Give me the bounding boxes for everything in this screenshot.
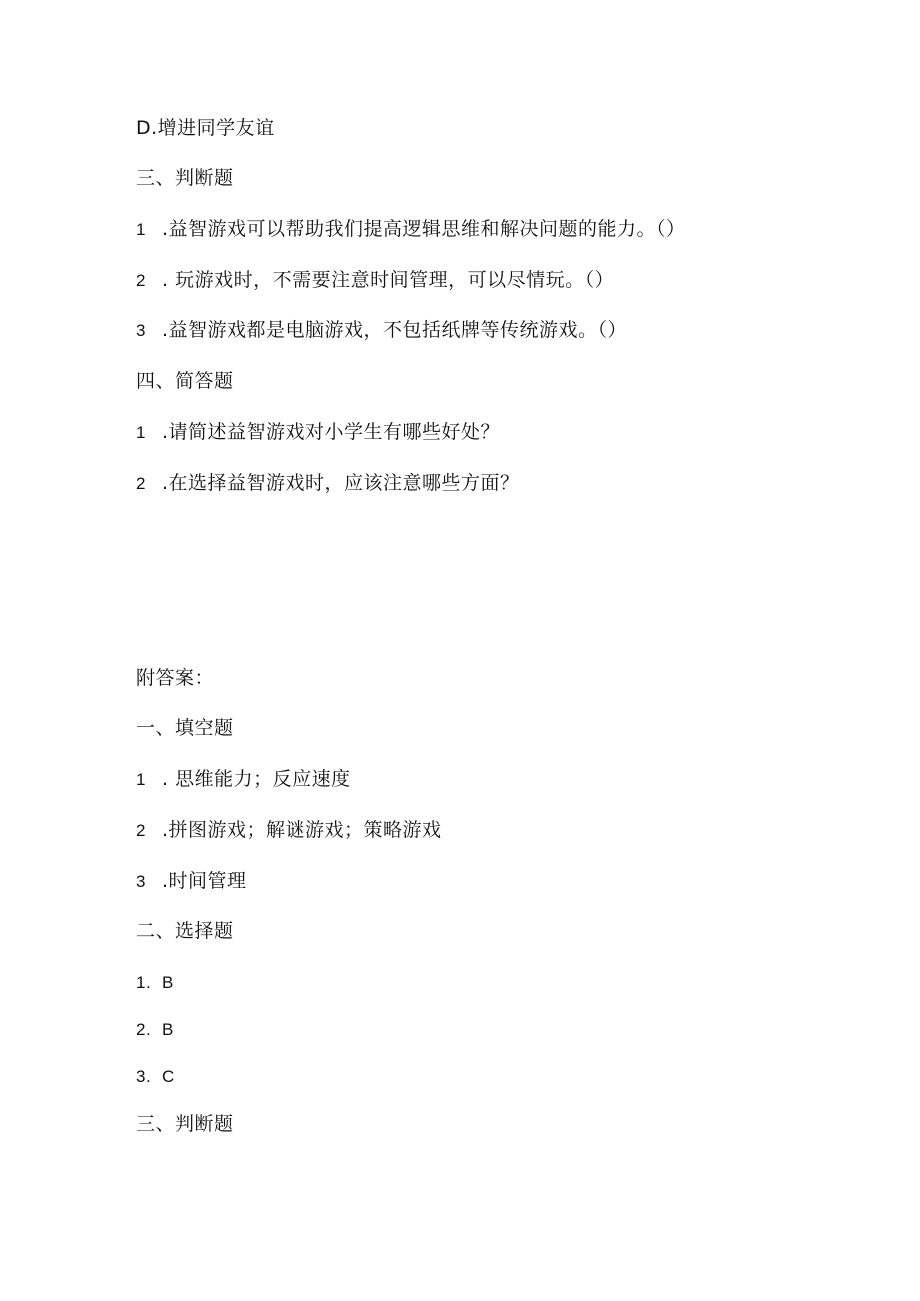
item-number: 3. — [136, 1067, 152, 1086]
item-text: .益智游戏都是电脑游戏，不包括纸牌等传统游戏。（） — [162, 319, 628, 341]
item-number: 1. — [136, 973, 152, 992]
item-text: .益智游戏可以帮助我们提高逻辑思维和解决问题的能力。（） — [162, 218, 686, 240]
judge-item-2 — [136, 268, 614, 293]
item-text: .时间管理 — [162, 870, 247, 892]
short-answer-item-1 — [136, 420, 500, 445]
judge-item-3 — [136, 318, 627, 343]
short-answer-item-2 — [136, 471, 520, 496]
item-number: 2. — [136, 1020, 152, 1039]
item-text: .拼图游戏；解谜游戏；策略游戏 — [162, 819, 442, 841]
choice-answer-3 — [136, 1064, 175, 1089]
fill-blank-answer-1 — [136, 767, 351, 792]
item-number: 3 — [136, 321, 146, 340]
short-answer-heading: 四、简答题 — [136, 370, 234, 392]
judge-section-heading: 三、判断题 — [136, 167, 234, 189]
fill-blank-answer-3 — [136, 869, 247, 894]
item-number: 2 — [136, 474, 146, 493]
item-number: 1 — [136, 770, 146, 789]
answers-judge-heading: 三、判断题 — [136, 1113, 234, 1135]
judge-item-1 — [136, 217, 686, 242]
item-number: 2 — [136, 821, 146, 840]
choice-answer-1 — [136, 970, 174, 995]
answers-heading: 附答案： — [136, 667, 215, 689]
choice-answer-2 — [136, 1017, 174, 1042]
item-text: B — [162, 973, 174, 992]
choice-heading: 二、选择题 — [136, 920, 234, 942]
item-number: 2 — [136, 271, 146, 290]
item-text: .请简述益智游戏对小学生有哪些好处？ — [162, 421, 501, 443]
item-text: . 玩游戏时，不需要注意时间管理，可以尽情玩。（） — [162, 269, 615, 291]
item-text: C — [162, 1067, 175, 1086]
item-text: .在选择益智游戏时，应该注意哪些方面？ — [162, 472, 520, 494]
item-number: 1 — [136, 423, 146, 442]
option-d: D.增进同学友谊 — [136, 117, 275, 139]
fill-blank-heading: 一、填空题 — [136, 717, 234, 739]
fill-blank-answer-2 — [136, 818, 442, 843]
item-number: 1 — [136, 220, 146, 239]
item-number: 3 — [136, 872, 146, 891]
item-text: B — [162, 1020, 174, 1039]
item-text: . 思维能力；反应速度 — [162, 768, 351, 790]
